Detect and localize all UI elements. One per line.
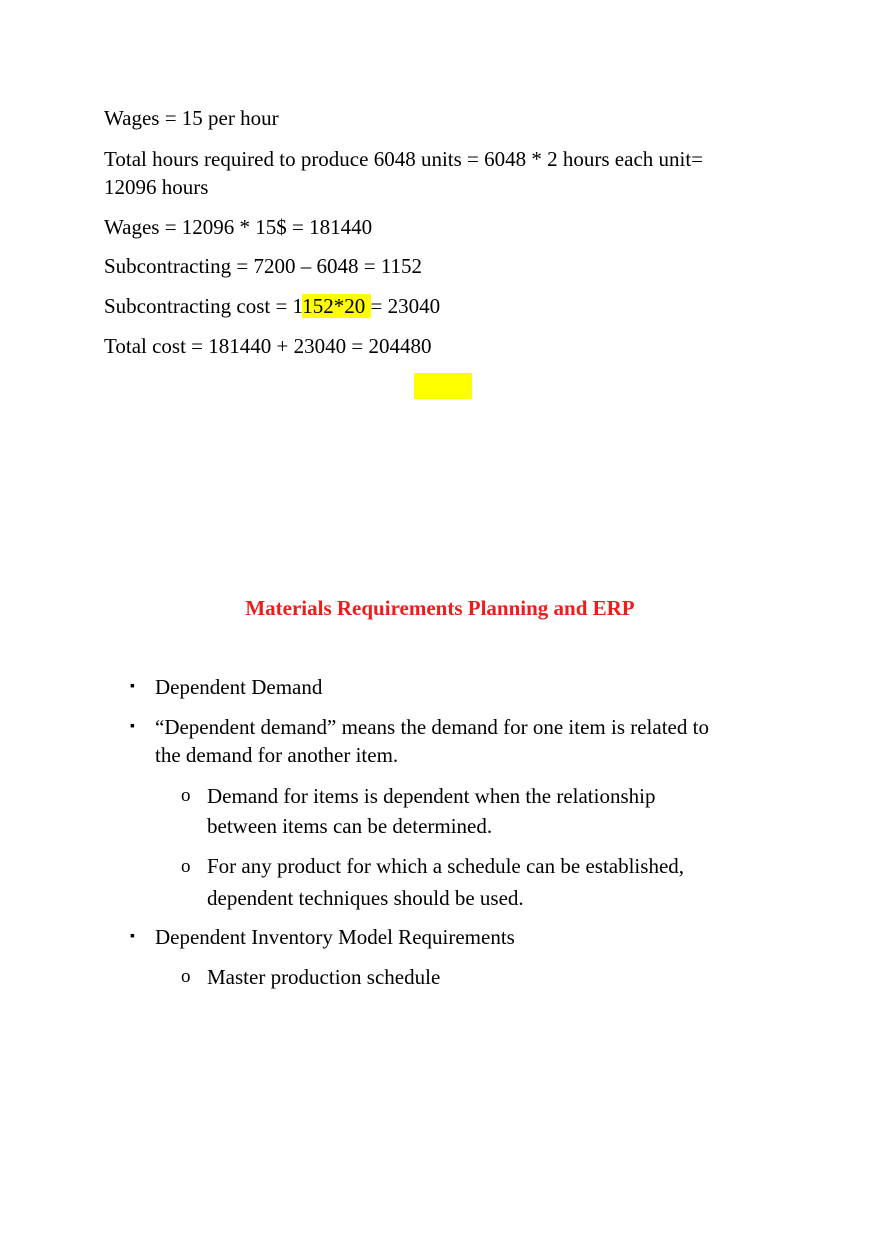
bullet-item-continued: the demand for another item. (155, 743, 399, 767)
total-hours-line: Total hours required to produce 6048 units = 6048 * 2 hours each unit= (104, 147, 704, 171)
sub-bullet-item: Master production schedule (207, 965, 441, 989)
highlighted-text: 152*20 (302, 294, 371, 318)
square-bullet-icon: ▪ (130, 929, 135, 944)
highlight-mark (414, 373, 472, 399)
bullet-item: Dependent Demand (155, 675, 323, 699)
bullet-item: “Dependent demand” means the demand for one item is related to (155, 715, 709, 739)
square-bullet-icon: ▪ (130, 719, 135, 734)
sub-bullet-item: Demand for items is dependent when the relationship (207, 784, 656, 808)
section-title: Materials Requirements Planning and ERP (245, 596, 635, 620)
circle-bullet-icon: o (181, 966, 191, 987)
subcontracting-line: Subcontracting = 7200 – 6048 = 1152 (104, 254, 423, 278)
sub-bullet-item-continued: between items can be determined. (207, 814, 493, 838)
subcontracting-cost-line (104, 292, 440, 320)
circle-bullet-icon: o (181, 785, 191, 806)
total-cost-line: Total cost = 181440 + 23040 = 204480 (104, 334, 432, 358)
sub-bullet-item-continued: dependent techniques should be used. (207, 886, 524, 910)
wages-rate-line: Wages = 15 per hour (104, 106, 279, 130)
square-bullet-icon: ▪ (130, 679, 135, 694)
subcontracting-cost-result: = 23040 (370, 294, 441, 318)
bullet-item: Dependent Inventory Model Requirements (155, 925, 515, 949)
sub-bullet-item: For any product for which a schedule can be established, (207, 854, 685, 878)
subcontracting-cost-prefix: Subcontracting cost = 1 (104, 294, 303, 318)
total-hours-line-continued: 12096 hours (104, 175, 209, 199)
circle-bullet-icon: o (181, 856, 191, 877)
wages-total-line: Wages = 12096 * 15$ = 181440 (104, 215, 373, 239)
